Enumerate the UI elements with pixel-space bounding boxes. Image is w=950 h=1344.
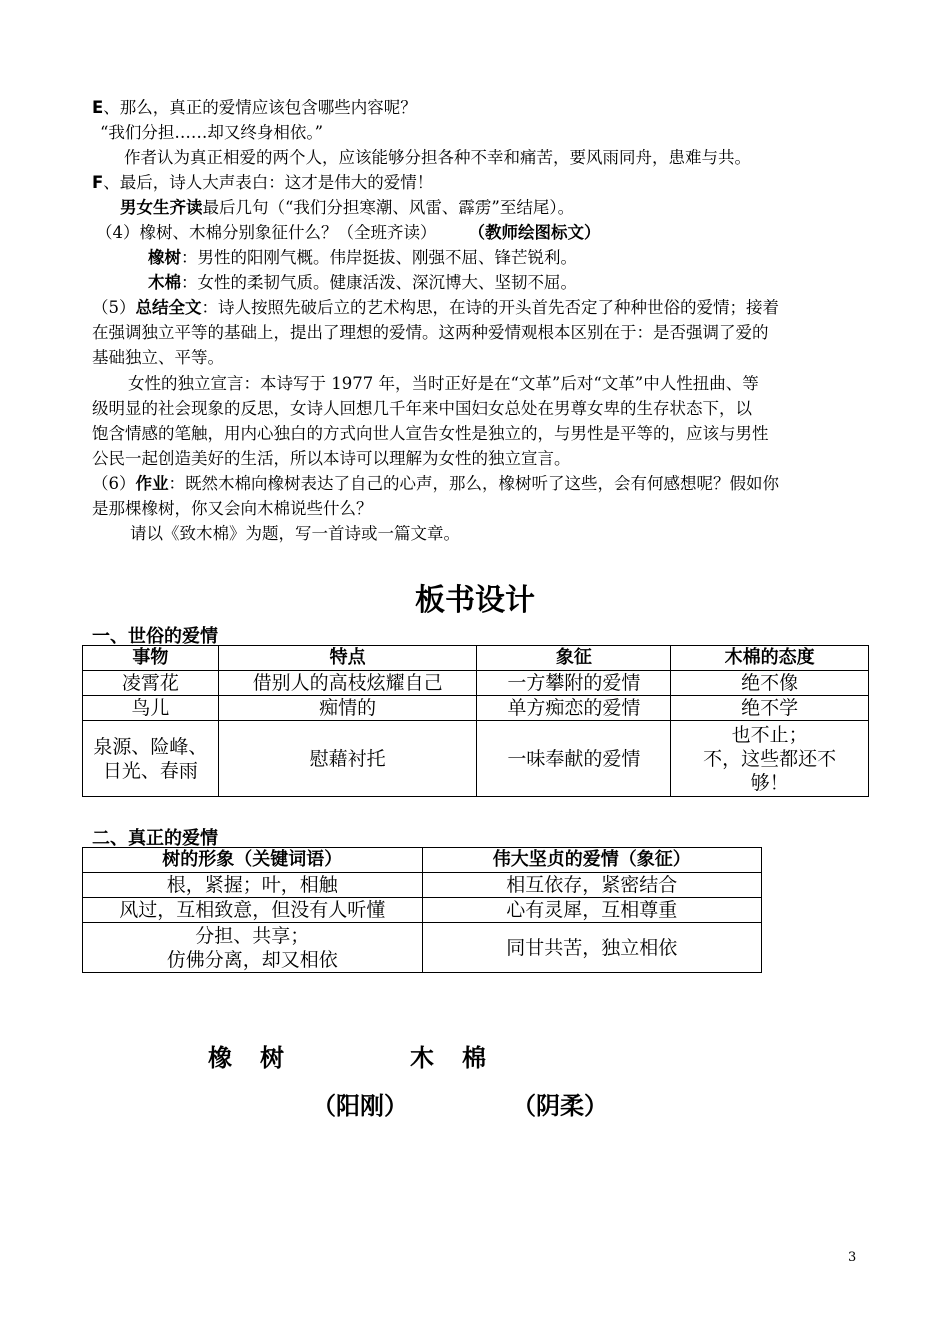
female-line3: 饱含情感的笔触，用内心独白的方式向世人宣告女性是独立的，与男性是平等的，应该与男性: [92, 424, 769, 443]
cell-line: 仿佛分离，却又相依: [166, 948, 338, 971]
paragraph-e: [92, 96, 872, 120]
cell-line: 泉源、险峰、: [93, 735, 208, 758]
header-cell: 树的形象（关键词语）: [83, 848, 423, 873]
table-cell: 风过，互相致意，但没有人听懂: [83, 898, 423, 923]
table-cell: 凌霄花: [83, 671, 219, 696]
table-cell: 心有灵犀，互相尊重: [422, 898, 762, 923]
kapok-label: 木棉: [148, 273, 181, 292]
table-row: [83, 696, 869, 721]
q6-num: （6）: [92, 474, 136, 493]
question-6-line1: [92, 472, 872, 496]
table-cell: 痴情的: [218, 696, 477, 721]
table-cell: 慰藉衬托: [218, 721, 477, 797]
yang-label: （阳刚）: [312, 1092, 408, 1120]
text-e: 、那么，真正的爱情应该包含哪些内容呢？: [103, 98, 417, 117]
table-row: [83, 923, 762, 973]
cell-line: 够！: [750, 771, 789, 794]
table-cell: 绝不像: [671, 671, 869, 696]
kapok-text: ：女性的柔韧气质。健康活泼、深沉博大、坚韧不屈。: [181, 273, 577, 292]
table-cell: [671, 721, 869, 797]
label-f: F: [92, 173, 104, 192]
read-rest: 最后几句（“我们分担寒潮、风雷、霹雳”至结尾）。: [202, 198, 575, 217]
table-cell: 绝不学: [671, 696, 869, 721]
table-row: [83, 721, 869, 797]
table-row: [83, 671, 869, 696]
q5-line2: 在强调独立平等的基础上，提出了理想的爱情。这两种爱情观根本区别在于：是否强调了爱的: [92, 323, 769, 342]
text-f: 、最后，诗人大声表白：这才是伟大的爱情！: [103, 173, 434, 192]
q6-line1: ：既然木棉向橡树表达了自己的心声，那么，橡树听了这些，会有何感想呢？假如你: [168, 474, 779, 493]
q5-line3: 基础独立、平等。: [92, 348, 224, 367]
oak-text: ：男性的阳刚气概。伟岸挺拔、刚强不屈、锋芒锐利。: [181, 248, 577, 267]
secular-love-table: [82, 645, 869, 797]
page-number: 3: [848, 1250, 857, 1265]
table-cell: 相互依存，紧密结合: [422, 873, 762, 898]
table-cell: [83, 923, 423, 973]
header-cell: 木棉的态度: [671, 646, 869, 671]
table-cell: [83, 721, 219, 797]
table-row: [83, 898, 762, 923]
quote-line: “我们分担……却又终身相依。”: [100, 123, 324, 142]
read-bold: 男女生齐读: [120, 198, 203, 217]
table-row: [83, 873, 762, 898]
paragraph-f: [92, 171, 872, 195]
female-line1: 女性的独立宣言：本诗写于 1977 年，当时正好是在“文革”后对“文革”中人性扭曲、等: [128, 374, 759, 393]
q4-bold: （教师绘图标文）: [468, 223, 601, 242]
table-cell: 单方痴恋的爱情: [477, 696, 671, 721]
table-cell: 根，紧握；叶，相触: [83, 873, 423, 898]
table-cell: 鸟儿: [83, 696, 219, 721]
section1-title: 一、世俗的爱情: [92, 626, 218, 647]
cell-line: 不，这些都还不: [703, 747, 837, 770]
table-cell: 借别人的高枝炫耀自己: [218, 671, 477, 696]
header-cell: 事物: [83, 646, 219, 671]
table-cell: 一方攀附的爱情: [477, 671, 671, 696]
table-cell: 同甘共苦，独立相依: [422, 923, 762, 973]
q5-bold: 总结全文: [135, 298, 202, 317]
table-header-row: [83, 848, 762, 873]
cell-line: 日光、春雨: [102, 759, 198, 782]
assignment: 请以《致木棉》为题，写一首诗或一篇文章。: [130, 524, 460, 543]
kapok-meaning: [148, 271, 928, 295]
question-5-line1: [92, 296, 872, 320]
q5-num: （5）: [92, 298, 136, 317]
oak-label: 橡树: [148, 248, 181, 267]
question-4: [96, 221, 876, 245]
q6-line2: 是那棵橡树，你又会向木棉说些什么？: [92, 499, 373, 518]
header-cell: 伟大坚贞的爱情（象征）: [422, 848, 762, 873]
cell-line: 分担、共享；: [195, 924, 310, 947]
read-together: [120, 196, 900, 220]
table-cell: 一味奉献的爱情: [477, 721, 671, 797]
q4-text: （4）橡树、木棉分别象征什么？（全班齐读）: [96, 223, 437, 242]
header-cell: 象征: [477, 646, 671, 671]
author-view: 作者认为真正相爱的两个人，应该能够分担各种不幸和痛苦，要风雨同舟，患难与共。: [124, 148, 751, 167]
q5-line1: ：诗人按照先破后立的艺术构思，在诗的开头首先否定了种种世俗的爱情；接着: [201, 298, 779, 317]
q6-bold: 作业: [135, 474, 169, 493]
board-title: 板书设计: [415, 583, 535, 618]
true-love-table: [82, 847, 762, 973]
oak-meaning: [148, 246, 928, 270]
table-header-row: [83, 646, 869, 671]
oak-heading: 橡 树: [208, 1044, 286, 1072]
yin-label: （阴柔）: [512, 1092, 608, 1120]
female-line4: 公民一起创造美好的生活，所以本诗可以理解为女性的独立宣言。: [92, 449, 571, 468]
section2-title: 二、真正的爱情: [92, 828, 218, 849]
kapok-heading: 木 棉: [410, 1044, 488, 1072]
label-e: E: [92, 98, 104, 117]
header-cell: 特点: [218, 646, 477, 671]
cell-line: 也不止；: [731, 723, 808, 746]
female-line2: 级明显的社会现象的反思，女诗人回想几千年来中国妇女总处在男尊女卑的生存状态下，以: [92, 399, 752, 418]
